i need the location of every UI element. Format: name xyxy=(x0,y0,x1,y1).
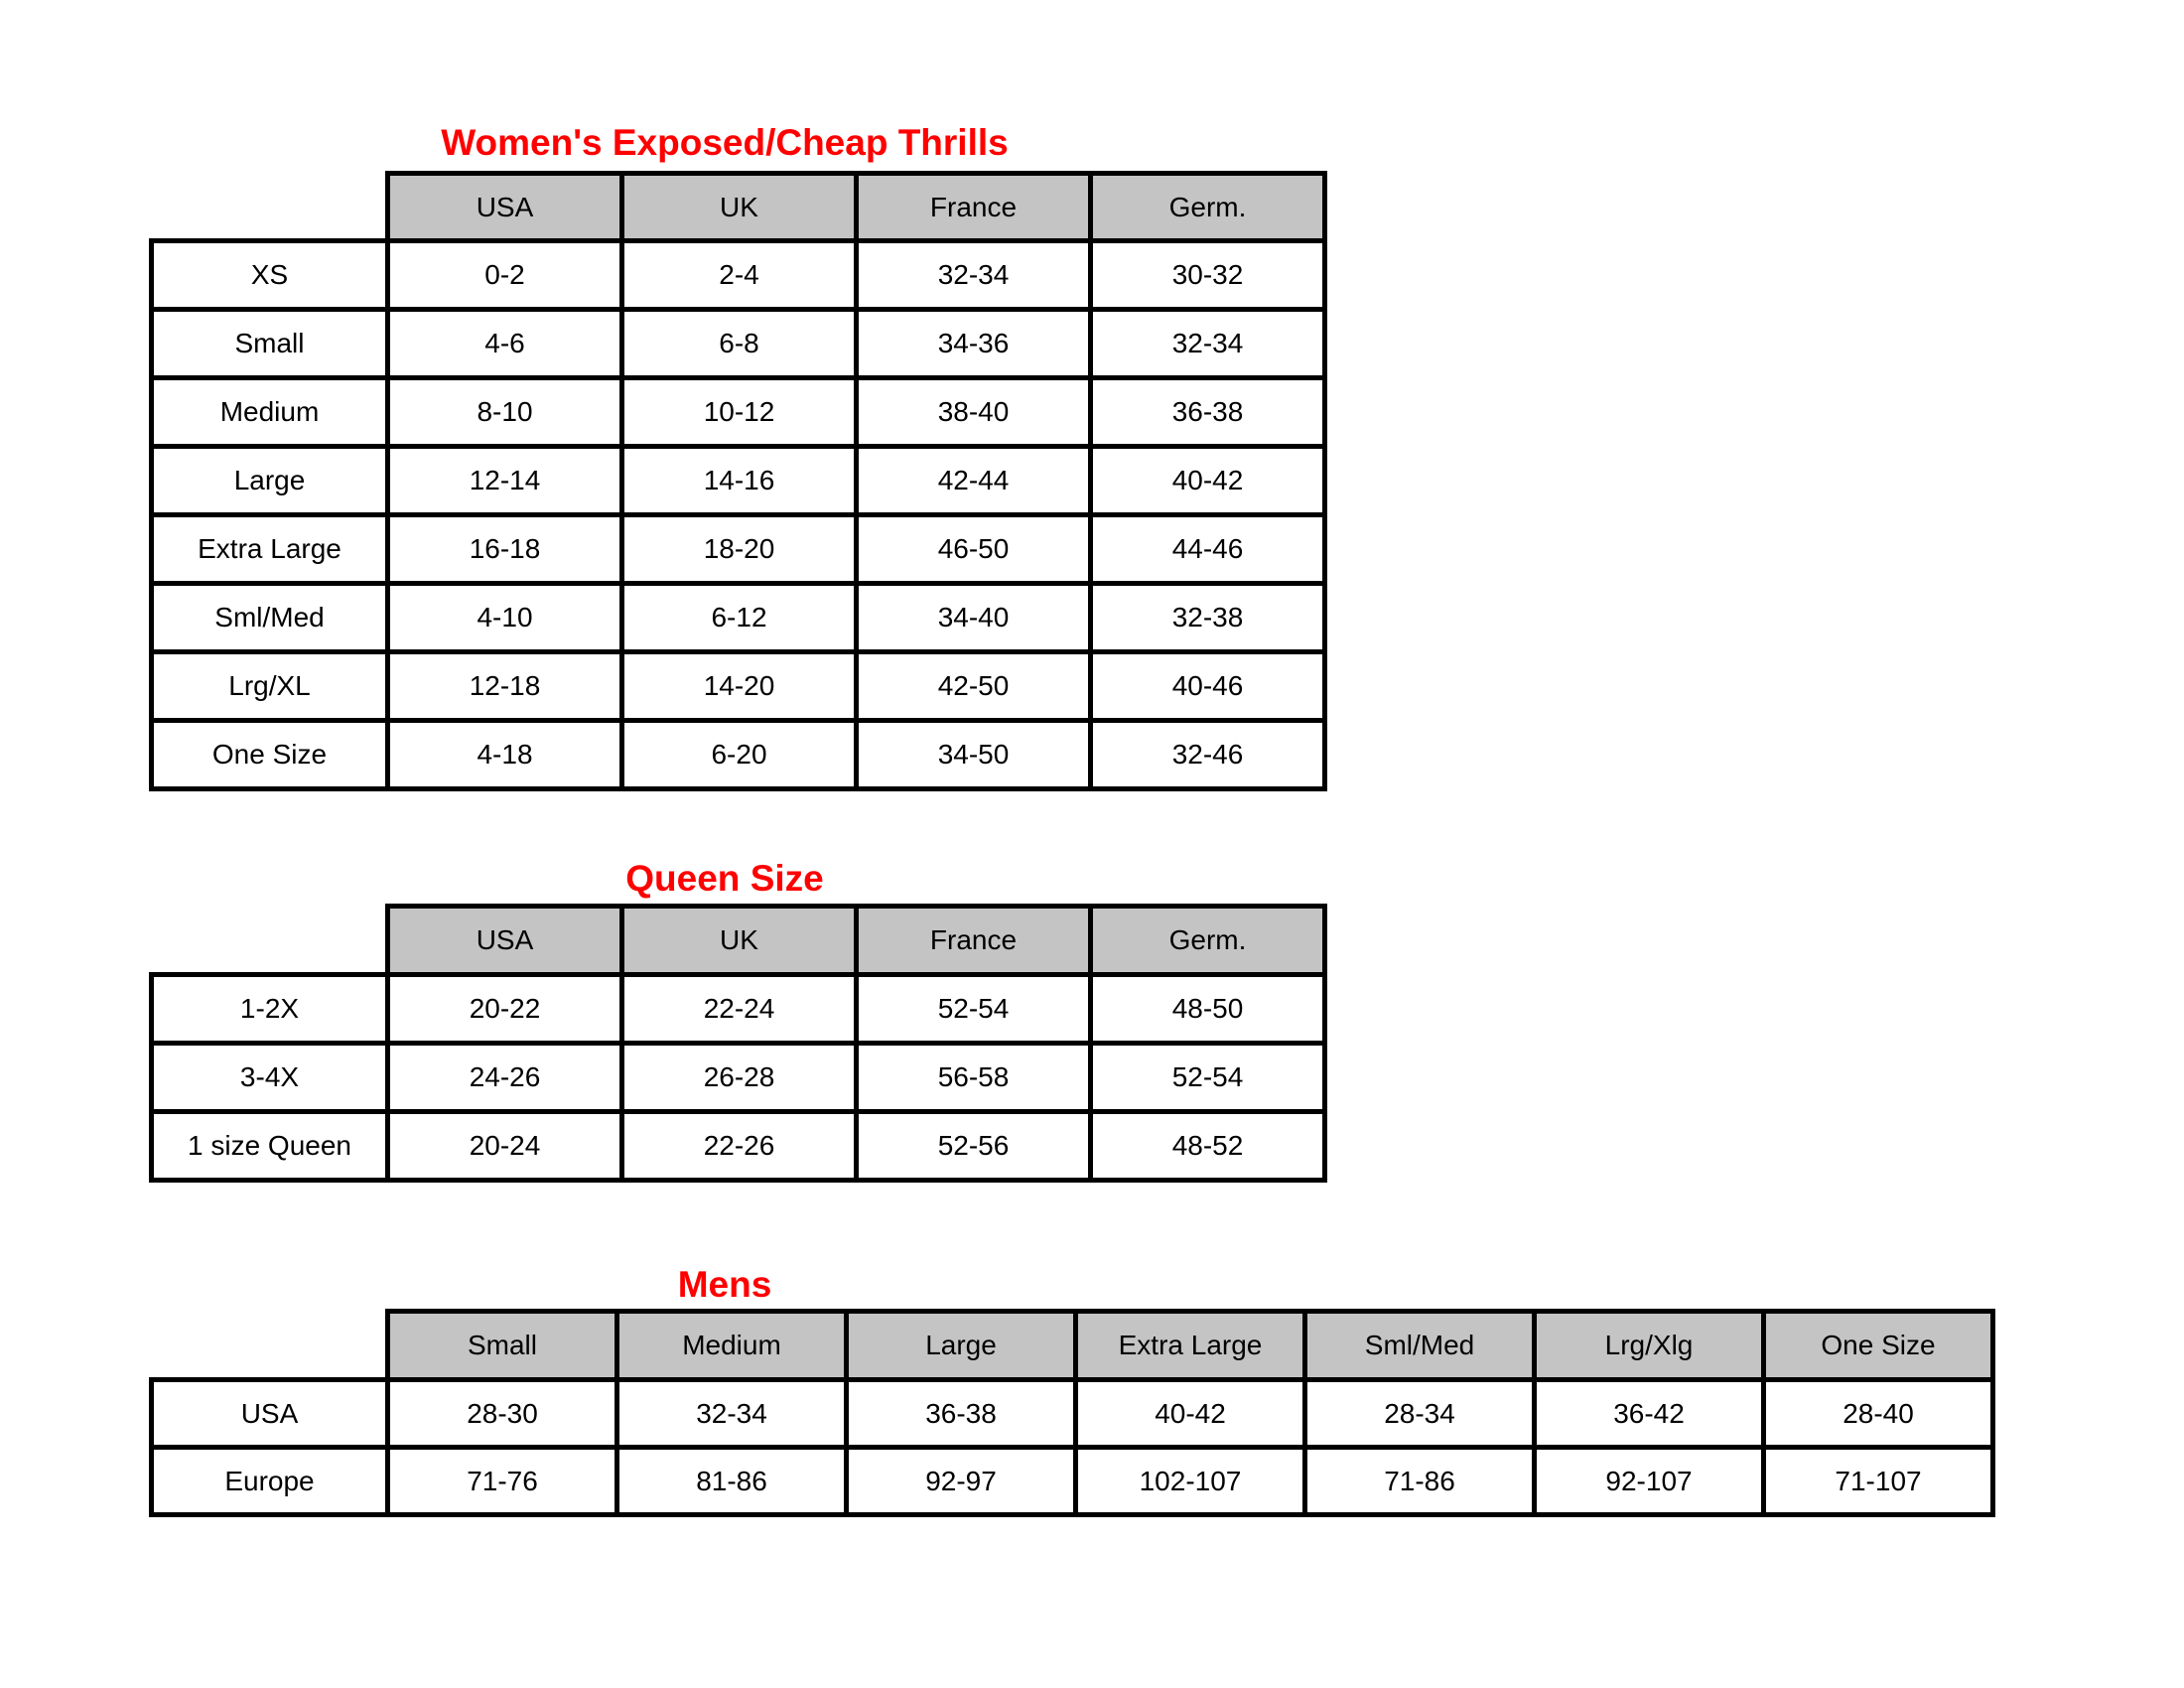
size-cell: 46-50 xyxy=(857,515,1091,584)
column-header: Extra Large xyxy=(1076,1312,1305,1380)
mens-sizes-table xyxy=(149,1309,1995,1517)
row-label: Small xyxy=(152,310,388,378)
size-cell: 32-34 xyxy=(617,1380,847,1448)
size-cell: 32-38 xyxy=(1091,584,1325,652)
size-cell: 44-46 xyxy=(1091,515,1325,584)
row-label: Extra Large xyxy=(152,515,388,584)
row-label: 1 size Queen xyxy=(152,1112,388,1181)
empty-corner-cell xyxy=(152,907,388,975)
table-row xyxy=(152,241,1325,310)
column-header: Sml/Med xyxy=(1305,1312,1535,1380)
row-label: Lrg/XL xyxy=(152,652,388,721)
queen-size-table xyxy=(149,904,1327,1183)
size-cell: 40-42 xyxy=(1076,1380,1305,1448)
size-cell: 6-8 xyxy=(622,310,857,378)
size-cell: 48-50 xyxy=(1091,975,1325,1044)
size-cell: 40-42 xyxy=(1091,447,1325,515)
size-cell: 92-107 xyxy=(1535,1448,1764,1515)
column-header: Large xyxy=(847,1312,1076,1380)
size-cell: 6-12 xyxy=(622,584,857,652)
table-row xyxy=(152,975,1325,1044)
table-row xyxy=(152,378,1325,447)
size-cell: 38-40 xyxy=(857,378,1091,447)
size-cell: 32-34 xyxy=(1091,310,1325,378)
table-row xyxy=(152,1044,1325,1112)
size-cell: 28-30 xyxy=(388,1380,617,1448)
row-label: XS xyxy=(152,241,388,310)
size-cell: 52-56 xyxy=(857,1112,1091,1181)
size-cell: 81-86 xyxy=(617,1448,847,1515)
column-header: France xyxy=(857,174,1091,241)
column-header: Germ. xyxy=(1091,174,1325,241)
size-cell: 4-10 xyxy=(388,584,622,652)
column-header: One Size xyxy=(1764,1312,1993,1380)
size-cell: 26-28 xyxy=(622,1044,857,1112)
size-cell: 42-44 xyxy=(857,447,1091,515)
size-cell: 8-10 xyxy=(388,378,622,447)
size-cell: 52-54 xyxy=(1091,1044,1325,1112)
row-label: Large xyxy=(152,447,388,515)
size-cell: 30-32 xyxy=(1091,241,1325,310)
size-cell: 34-50 xyxy=(857,721,1091,789)
column-header: UK xyxy=(622,174,857,241)
queen-size-title: Queen Size xyxy=(625,858,824,899)
mens-sizes-title: Mens xyxy=(677,1264,772,1305)
size-cell: 52-54 xyxy=(857,975,1091,1044)
size-cell: 34-36 xyxy=(857,310,1091,378)
row-label: Medium xyxy=(152,378,388,447)
empty-corner-cell xyxy=(152,1312,388,1380)
size-cell: 36-42 xyxy=(1535,1380,1764,1448)
row-label: Europe xyxy=(152,1448,388,1515)
size-cell: 92-97 xyxy=(847,1448,1076,1515)
row-label: 1-2X xyxy=(152,975,388,1044)
table-row xyxy=(152,515,1325,584)
header-row xyxy=(152,174,1325,241)
header-row xyxy=(152,907,1325,975)
size-cell: 24-26 xyxy=(388,1044,622,1112)
table-row xyxy=(152,721,1325,789)
row-label: One Size xyxy=(152,721,388,789)
size-cell: 14-16 xyxy=(622,447,857,515)
column-header: USA xyxy=(388,174,622,241)
size-cell: 32-46 xyxy=(1091,721,1325,789)
size-cell: 32-34 xyxy=(857,241,1091,310)
column-header: France xyxy=(857,907,1091,975)
header-row xyxy=(152,1312,1993,1380)
row-label: 3-4X xyxy=(152,1044,388,1112)
table-row xyxy=(152,1112,1325,1181)
size-cell: 20-22 xyxy=(388,975,622,1044)
size-cell: 102-107 xyxy=(1076,1448,1305,1515)
size-cell: 18-20 xyxy=(622,515,857,584)
womens-sizes-title: Women's Exposed/Cheap Thrills xyxy=(441,122,1009,163)
table-row xyxy=(152,310,1325,378)
size-cell: 12-18 xyxy=(388,652,622,721)
size-cell: 71-86 xyxy=(1305,1448,1535,1515)
size-cell: 36-38 xyxy=(1091,378,1325,447)
size-cell: 16-18 xyxy=(388,515,622,584)
size-cell: 28-34 xyxy=(1305,1380,1535,1448)
size-cell: 56-58 xyxy=(857,1044,1091,1112)
size-cell: 42-50 xyxy=(857,652,1091,721)
size-cell: 48-52 xyxy=(1091,1112,1325,1181)
column-header: Small xyxy=(388,1312,617,1380)
column-header: Medium xyxy=(617,1312,847,1380)
table-row xyxy=(152,652,1325,721)
size-cell: 34-40 xyxy=(857,584,1091,652)
size-cell: 14-20 xyxy=(622,652,857,721)
size-cell: 22-26 xyxy=(622,1112,857,1181)
column-header: USA xyxy=(388,907,622,975)
column-header: Lrg/Xlg xyxy=(1535,1312,1764,1380)
size-cell: 4-18 xyxy=(388,721,622,789)
size-cell: 10-12 xyxy=(622,378,857,447)
size-cell: 20-24 xyxy=(388,1112,622,1181)
size-cell: 71-107 xyxy=(1764,1448,1993,1515)
size-cell: 2-4 xyxy=(622,241,857,310)
size-cell: 6-20 xyxy=(622,721,857,789)
size-cell: 0-2 xyxy=(388,241,622,310)
row-label: USA xyxy=(152,1380,388,1448)
size-cell: 22-24 xyxy=(622,975,857,1044)
table-row xyxy=(152,447,1325,515)
size-cell: 28-40 xyxy=(1764,1380,1993,1448)
size-cell: 40-46 xyxy=(1091,652,1325,721)
womens-sizes-table xyxy=(149,171,1327,791)
empty-corner-cell xyxy=(152,174,388,241)
size-cell: 71-76 xyxy=(388,1448,617,1515)
table-row xyxy=(152,1448,1993,1515)
row-label: Sml/Med xyxy=(152,584,388,652)
size-cell: 4-6 xyxy=(388,310,622,378)
size-cell: 12-14 xyxy=(388,447,622,515)
table-row xyxy=(152,1380,1993,1448)
table-row xyxy=(152,584,1325,652)
column-header: Germ. xyxy=(1091,907,1325,975)
size-cell: 36-38 xyxy=(847,1380,1076,1448)
column-header: UK xyxy=(622,907,857,975)
